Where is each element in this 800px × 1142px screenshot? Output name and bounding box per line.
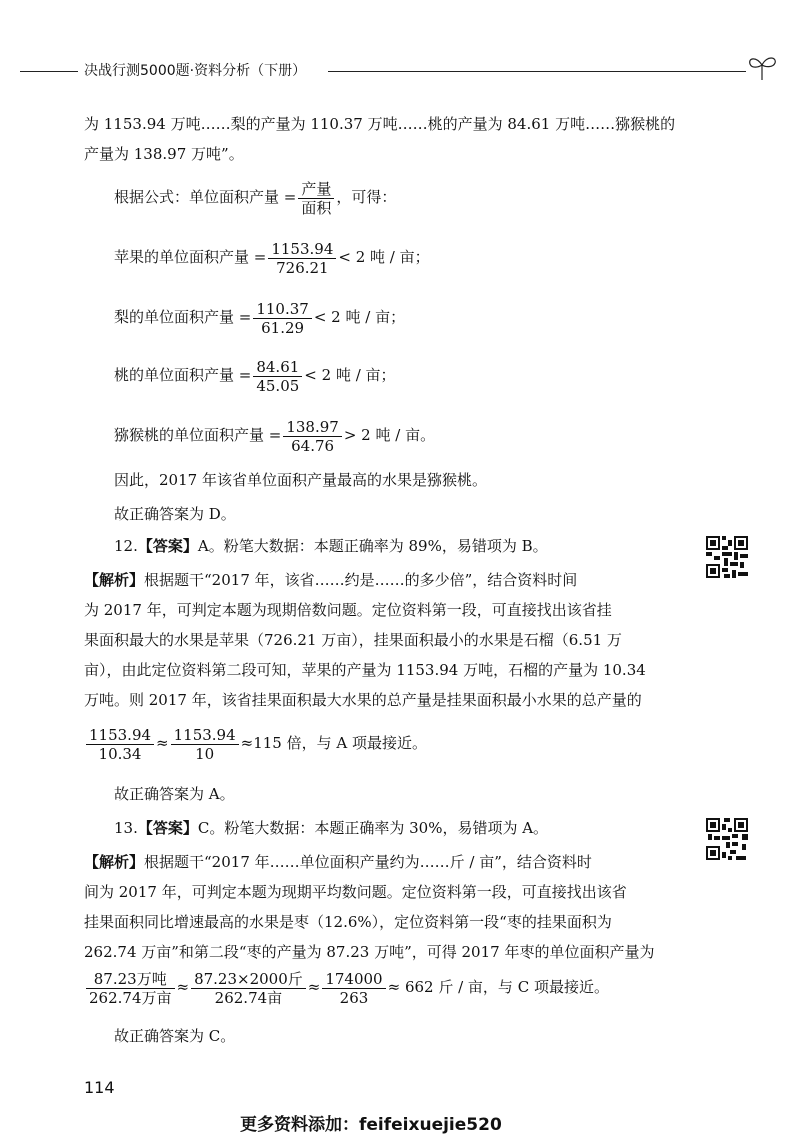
calc-suffix: < 2 吨 / 亩； <box>338 248 430 266</box>
body-line: 产量为 138.97 万吨”。 <box>84 145 244 163</box>
header-title: 决战行测5000题·资料分析（下册） <box>84 63 307 79</box>
calc-line-apple <box>114 238 430 277</box>
analysis-tag: 【解析】 <box>84 853 145 871</box>
q12-analysis-line <box>84 570 577 590</box>
body-line: 间为 2017 年，可判定本题为现期平均数问题。定位资料第一段，可直接找出该省 <box>84 883 627 901</box>
fraction <box>253 300 312 337</box>
running-header <box>20 60 760 82</box>
q12-calc-line <box>84 724 427 763</box>
answer-12: 故正确答案为 A。 <box>114 785 235 803</box>
fraction-denominator: 263 <box>339 988 369 1007</box>
q13-answer-line <box>114 818 548 838</box>
fraction-denominator: 64.76 <box>291 436 335 455</box>
approx-sign: ≈ <box>307 978 321 996</box>
fraction <box>322 970 385 1007</box>
fraction-numerator: 87.23×2000斤 <box>191 970 306 989</box>
qr-code-icon[interactable] <box>704 816 750 862</box>
fraction <box>86 726 154 763</box>
body-line: 亩），由此定位资料第二段可知，苹果的产量为 1153.94 万吨，石榴的产量为 10.34 <box>84 661 646 679</box>
approx-sign: ≈ <box>156 734 169 752</box>
fraction-denominator: 面积 <box>301 198 332 217</box>
body-line: 果面积最大的水果是苹果（726.21 万亩），挂果面积最小的水果是石榴（6.51 万 <box>84 631 622 649</box>
formula-prefix: 根据公式：单位面积产量 = <box>114 188 297 206</box>
fraction <box>171 726 239 763</box>
calc-prefix: 苹果的单位面积产量 = <box>114 248 267 266</box>
calc-prefix: 梨的单位面积产量 = <box>114 308 252 326</box>
formula-suffix: ，可得： <box>336 188 397 206</box>
answer-text: A。粉笔大数据：本题正确率为 89%，易错项为 B。 <box>197 537 548 555</box>
fraction-denominator: 262.74万亩 <box>89 988 172 1007</box>
question-number: 13. <box>114 819 138 837</box>
approx-sign: ≈ <box>176 978 190 996</box>
fraction-denominator: 10 <box>195 744 215 763</box>
answer-11: 故正确答案为 D。 <box>114 505 236 523</box>
fraction-denominator: 61.29 <box>261 318 305 337</box>
calc-line-peach <box>114 356 396 395</box>
qr-code-icon[interactable] <box>704 534 750 580</box>
fraction-numerator: 174000 <box>322 970 385 989</box>
analysis-text: 根据题干“2017 年……单位面积产量约为……斤 / 亩”，结合资料时 <box>144 853 592 871</box>
answer-13: 故正确答案为 C。 <box>114 1027 236 1045</box>
fraction-denominator: 10.34 <box>98 744 142 763</box>
fraction <box>191 970 306 1007</box>
analysis-tag: 【解析】 <box>84 571 145 589</box>
fraction-numerator: 产量 <box>298 180 334 199</box>
answer-text: C。粉笔大数据：本题正确率为 30%，易错项为 A。 <box>197 819 549 837</box>
body-line: 262.74 万亩”和第二段“枣的产量为 87.23 万吨”，可得 2017 年枣的单位面积产量为 <box>84 943 655 961</box>
header-rule-right <box>328 71 746 72</box>
fraction-denominator: 45.05 <box>256 376 300 395</box>
fraction <box>298 180 334 217</box>
fraction-numerator: 138.97 <box>283 418 342 437</box>
body-line: 万吨。则 2017 年，该省挂果面积最大水果的总产量是挂果面积最小水果的总产量的 <box>84 691 642 709</box>
calc-suffix: < 2 吨 / 亩； <box>304 366 396 384</box>
calc-suffix: ≈115 倍，与 A 项最接近。 <box>240 734 427 752</box>
q12-answer-line <box>114 536 548 556</box>
page-number: 114 <box>84 1078 115 1097</box>
sprout-icon <box>744 52 780 82</box>
fraction-numerator: 1153.94 <box>86 726 154 745</box>
answer-tag: 【答案】 <box>137 537 198 555</box>
footer-watermark: 更多资料添加：feifeixuejie520 <box>240 1115 502 1135</box>
answer-tag: 【答案】 <box>137 819 198 837</box>
fraction <box>253 358 302 395</box>
fraction-numerator: 1153.94 <box>171 726 239 745</box>
fraction-numerator: 87.23万吨 <box>86 970 175 989</box>
fraction <box>283 418 342 455</box>
body-line: 挂果面积同比增速最高的水果是枣（12.6%），定位资料第一段“枣的挂果面积为 <box>84 913 612 931</box>
fraction <box>86 970 175 1007</box>
calc-suffix: ≈ 662 斤 / 亩，与 C 项最接近。 <box>387 978 609 996</box>
fraction-numerator: 84.61 <box>253 358 302 377</box>
q13-analysis-line <box>84 852 592 872</box>
conclusion: 因此，2017 年该省单位面积产量最高的水果是猕猴桃。 <box>114 471 487 489</box>
calc-line-kiwi <box>114 416 435 455</box>
fraction-denominator: 726.21 <box>276 258 329 277</box>
body-line: 为 2017 年，可判定本题为现期倍数问题。定位资料第一段，可直接找出该省挂 <box>84 601 612 619</box>
fraction <box>268 240 336 277</box>
analysis-text: 根据题干“2017 年，该省……约是……的多少倍”，结合资料时间 <box>144 571 578 589</box>
calc-line-pear <box>114 298 405 337</box>
calc-suffix: > 2 吨 / 亩。 <box>343 426 436 444</box>
calc-suffix: < 2 吨 / 亩； <box>313 308 406 326</box>
fraction-denominator: 262.74亩 <box>214 988 283 1007</box>
formula-line <box>114 178 396 217</box>
fraction-numerator: 1153.94 <box>268 240 336 259</box>
header-rule-left <box>20 71 78 72</box>
q13-calc-line <box>84 968 609 1007</box>
calc-prefix: 猕猴桃的单位面积产量 = <box>114 426 282 444</box>
calc-prefix: 桃的单位面积产量 = <box>114 366 252 384</box>
fraction-numerator: 110.37 <box>253 300 312 319</box>
question-number: 12. <box>114 537 138 555</box>
body-line: 为 1153.94 万吨……梨的产量为 110.37 万吨……桃的产量为 84.61 万吨……猕猴桃的 <box>84 115 676 133</box>
